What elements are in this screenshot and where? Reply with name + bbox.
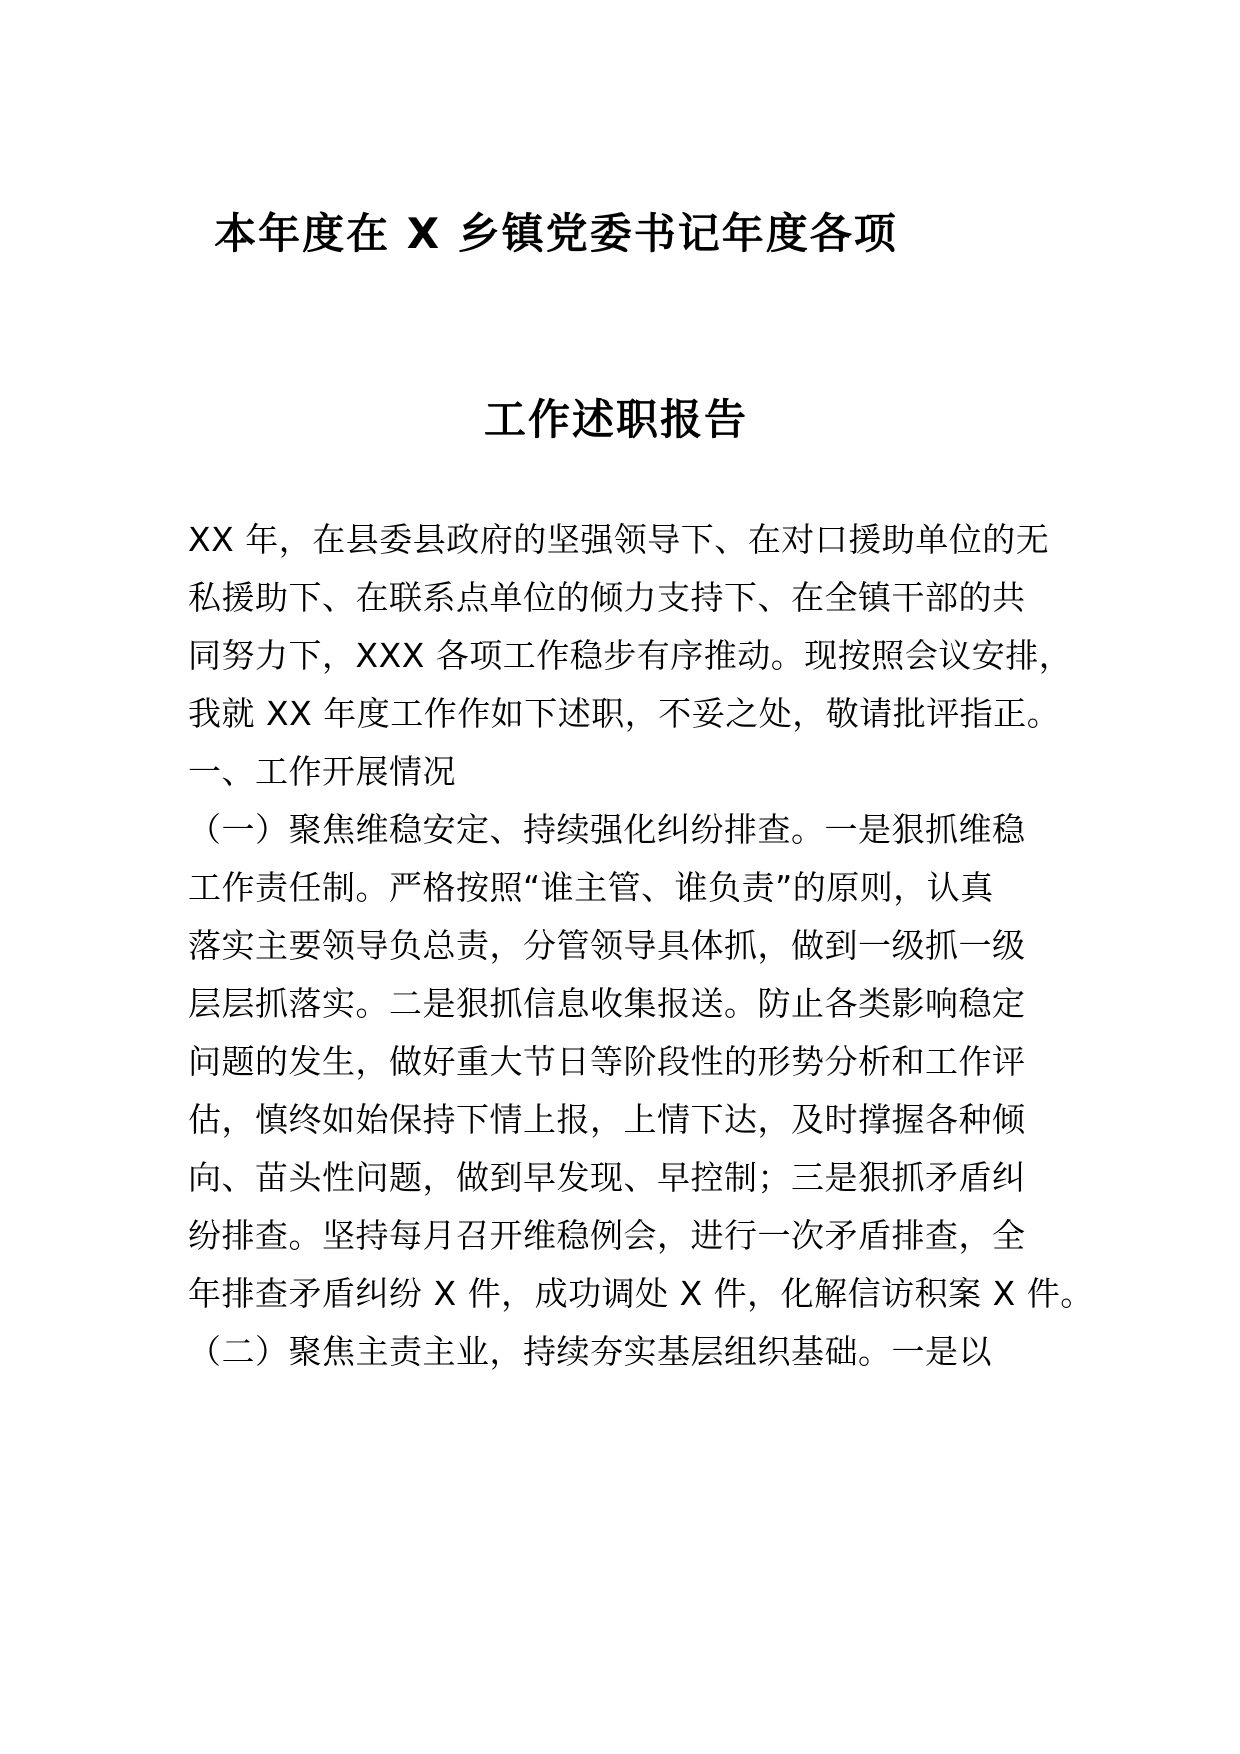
body-line: 估，慎终如始保持下情上报，上情下达，及时撑握各种倾	[188, 1100, 1026, 1139]
body-line: 纷排查。坚持每月召开维稳例会，进行一次矛盾排查，全	[188, 1216, 1026, 1255]
body-line: 年排查矛盾纠纷 X 件，成功调处 X 件，化解信访积案 X 件。	[188, 1274, 1094, 1313]
body-line: 同努力下，XXX 各项工作稳步有序推动。现按照会议安排，	[188, 636, 1073, 675]
document-title-line-2: 工作述职报告	[483, 395, 748, 444]
body-line: （一）聚焦维稳安定、持续强化纠纷排查。一是狠抓维稳	[188, 810, 1026, 849]
body-line: （二）聚焦主责主业，持续夯实基层组织基础。一是以	[188, 1332, 992, 1371]
body-line: 工作责任制。严格按照“谁主管、谁负责”的原则，认真	[188, 868, 994, 907]
section-heading: 一、工作开展情况	[188, 752, 456, 791]
body-line: 问题的发生，做好重大节日等阶段性的形势分析和工作评	[188, 1042, 1026, 1081]
body-line: 我就 XX 年度工作作如下述职，不妥之处，敬请批评指正。	[188, 694, 1061, 733]
body-line: 落实主要领导负总责，分管领导具体抓，做到一级抓一级	[188, 926, 1026, 965]
document-title-line-1: 本年度在 X 乡镇党委书记年度各项	[214, 209, 898, 258]
body-line: 向、苗头性问题，做到早发现、早控制；三是狠抓矛盾纠	[188, 1158, 1026, 1197]
body-line: 层层抓落实。二是狠抓信息收集报送。防止各类影响稳定	[188, 984, 1026, 1023]
body-line: 私援助下、在联系点单位的倾力支持下、在全镇干部的共	[188, 578, 1026, 617]
body-line: XX 年，在县委县政府的坚强领导下、在对口援助单位的无	[188, 520, 1050, 559]
